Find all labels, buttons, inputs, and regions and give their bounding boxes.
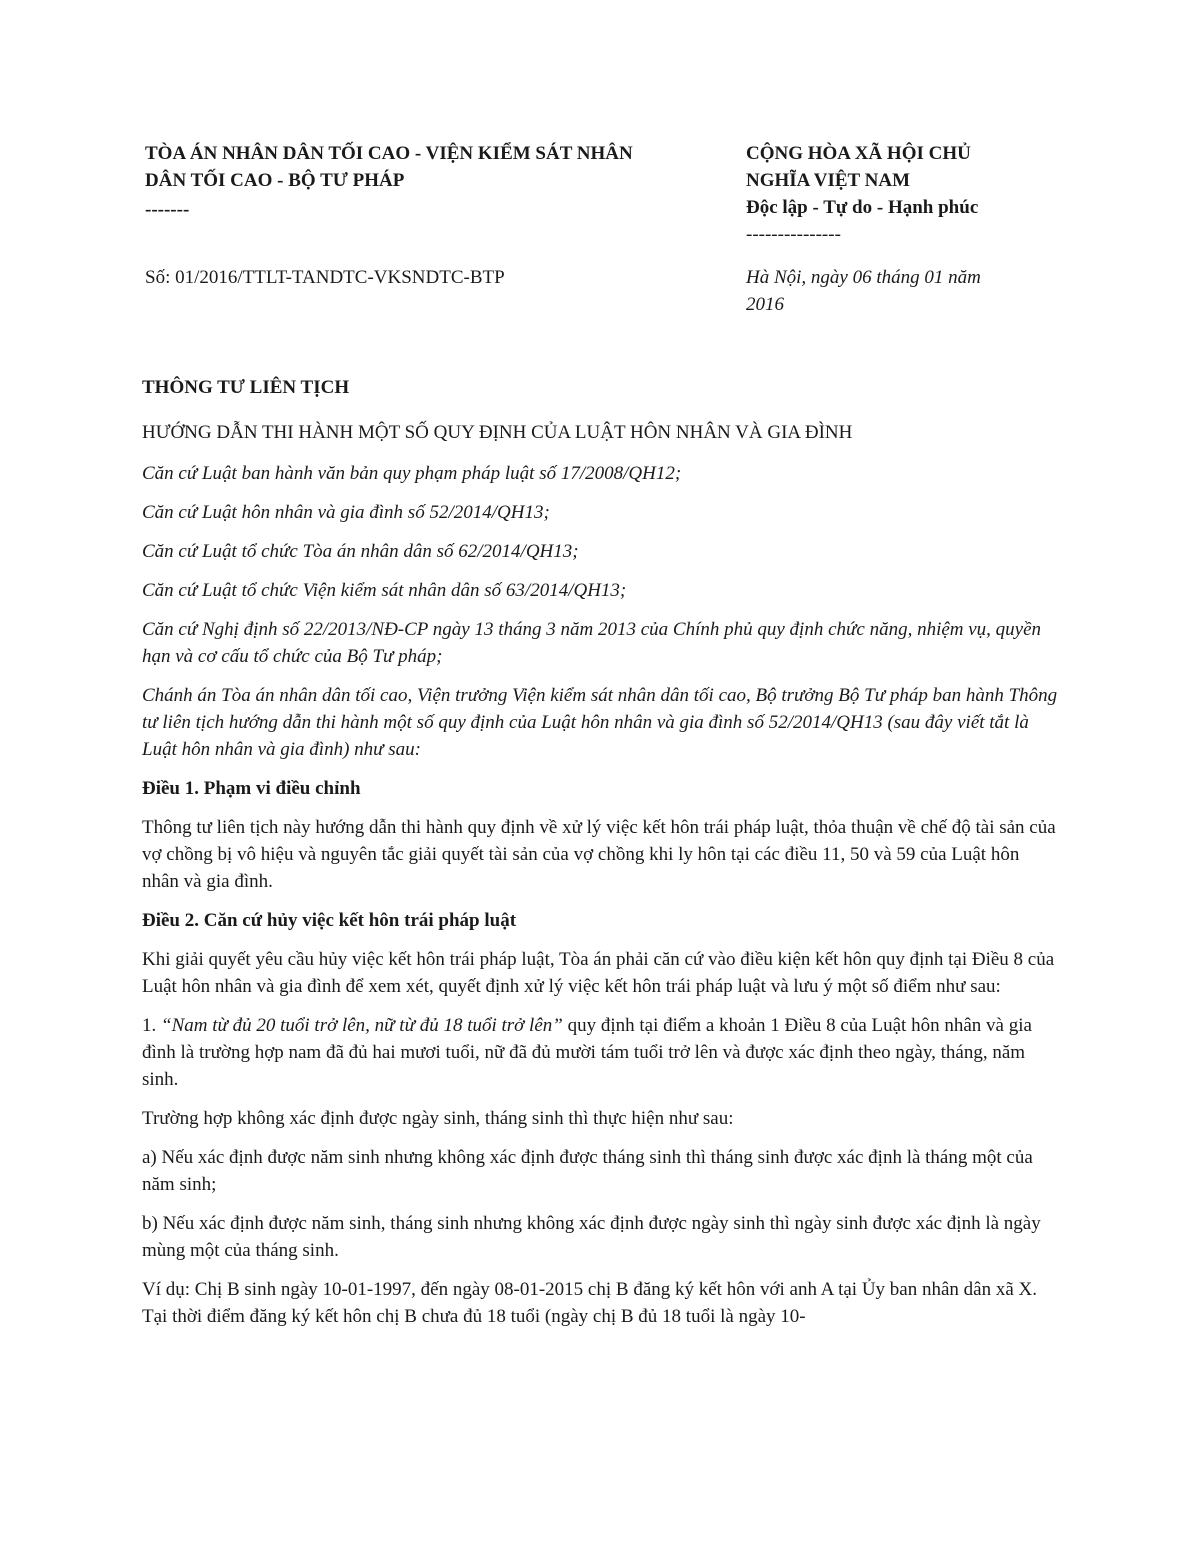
preamble-item: Căn cứ Nghị định số 22/2013/NĐ-CP ngày 13 tháng 3 năm 2013 của Chính phủ quy định chức năng, nhiệm vụ, quyền hạn và cơ cấu tổ chức của Bộ Tư pháp; bbox=[142, 619, 1042, 667]
national-title bbox=[746, 140, 1066, 248]
case-b: b) Nếu xác định được năm sinh, tháng sinh nhưng không xác định được ngày sinh thì ngày sinh được xác định là ngày mùng một của tháng sinh. bbox=[142, 1213, 1041, 1261]
article-2-intro: Khi giải quyết yêu cầu hủy việc kết hôn trái pháp luật, Tòa án phải căn cứ vào điều kiện kết hôn quy định tại Điều 8 của Luật hôn nhân và gia đình để xem xét, quyết định xử lý việc kết hôn trái pháp luật và lưu ý một số điểm như sau: bbox=[142, 949, 1055, 997]
item-1-text: quy định tại điểm a khoản 1 Điều 8 của Luật hôn nhân và gia đình là trường hợp nam đã đủ hai mươi tuổi, nữ đã đủ mười tám tuổi trở lên và được xác định theo ngày, tháng, năm sinh. bbox=[142, 1015, 1032, 1090]
document-header bbox=[145, 140, 1065, 340]
article-2-heading: Điều 2. Căn cứ hủy việc kết hôn trái pháp luật bbox=[142, 910, 517, 931]
document-number: Số: 01/2016/TTLT-TANDTC-VKSNDTC-BTP bbox=[145, 267, 505, 288]
preamble-item: Căn cứ Luật ban hành văn bản quy phạm pháp luật số 17/2008/QH12; bbox=[142, 463, 682, 484]
article-1-heading: Điều 1. Phạm vi điều chỉnh bbox=[142, 778, 361, 799]
case-a: a) Nếu xác định được năm sinh nhưng không xác định được tháng sinh thì tháng sinh được xác định là tháng một của năm sinh; bbox=[142, 1147, 1033, 1195]
issuing-agency-line-2: DÂN TỐI CAO - BỘ TƯ PHÁP bbox=[145, 170, 405, 191]
document-date bbox=[746, 264, 1046, 318]
preamble-item: Căn cứ Luật tổ chức Viện kiểm sát nhân dân số 63/2014/QH13; bbox=[142, 580, 627, 601]
agency-divider: ------- bbox=[145, 199, 190, 220]
motto-divider: --------------- bbox=[746, 224, 841, 245]
article-1-text: Thông tư liên tịch này hướng dẫn thi hành quy định về xử lý việc kết hôn trái pháp luật, thỏa thuận về chế độ tài sản của vợ chồng bị vô hiệu và nguyên tắc giải quyết tài sản của vợ chồng khi ly hôn tại các điều 11, 50 và 59 của Luật hôn nhân và gia đình. bbox=[142, 817, 1056, 892]
issuing-agency bbox=[145, 140, 715, 223]
case-intro: Trường hợp không xác định được ngày sinh, tháng sinh thì thực hiện như sau: bbox=[142, 1108, 734, 1129]
preamble-item: Căn cứ Luật hôn nhân và gia đình số 52/2014/QH13; bbox=[142, 502, 550, 523]
item-1-quote: “Nam từ đủ 20 tuổi trở lên, nữ từ đủ 18 tuổi trở lên” bbox=[161, 1015, 563, 1036]
national-title-line-1: CỘNG HÒA XÃ HỘI CHỦ bbox=[746, 143, 971, 164]
document-body bbox=[142, 374, 1060, 1342]
preamble-item: Căn cứ Luật tổ chức Tòa án nhân dân số 62/2014/QH13; bbox=[142, 541, 579, 562]
document-title: THÔNG TƯ LIÊN TỊCH bbox=[142, 377, 350, 398]
document-date-line-2: 2016 bbox=[746, 294, 784, 315]
national-motto: Độc lập - Tự do - Hạnh phúc bbox=[746, 197, 979, 218]
preamble-item: Chánh án Tòa án nhân dân tối cao, Viện trưởng Viện kiểm sát nhân dân tối cao, Bộ trưởng Bộ Tư pháp ban hành Thông tư liên tịch hướng dẫn thi hành một số quy định của Luật hôn nhân và gia đình số 52/2014/QH13 (sau đây viết tắt là Luật hôn nhân và gia đình) như sau: bbox=[142, 685, 1058, 760]
document-subtitle: HƯỚNG DẪN THI HÀNH MỘT SỐ QUY ĐỊNH CỦA LUẬT HÔN NHÂN VÀ GIA ĐÌNH bbox=[142, 422, 853, 443]
document-date-line-1: Hà Nội, ngày 06 tháng 01 năm bbox=[746, 267, 981, 288]
issuing-agency-line-1: TÒA ÁN NHÂN DÂN TỐI CAO - VIỆN KIỂM SÁT NHÂN bbox=[145, 143, 633, 164]
article-2-item-1 bbox=[142, 1012, 1060, 1093]
example-text: Ví dụ: Chị B sinh ngày 10-01-1997, đến ngày 08-01-2015 chị B đăng ký kết hôn với anh A tại Ủy ban nhân dân xã X. Tại thời điểm đăng ký kết hôn chị B chưa đủ 18 tuổi (ngày chị B đủ 18 tuổi là ngày 10- bbox=[142, 1279, 1038, 1327]
item-1-number: 1. bbox=[142, 1015, 157, 1036]
national-title-line-2: NGHĨA VIỆT NAM bbox=[746, 170, 910, 191]
